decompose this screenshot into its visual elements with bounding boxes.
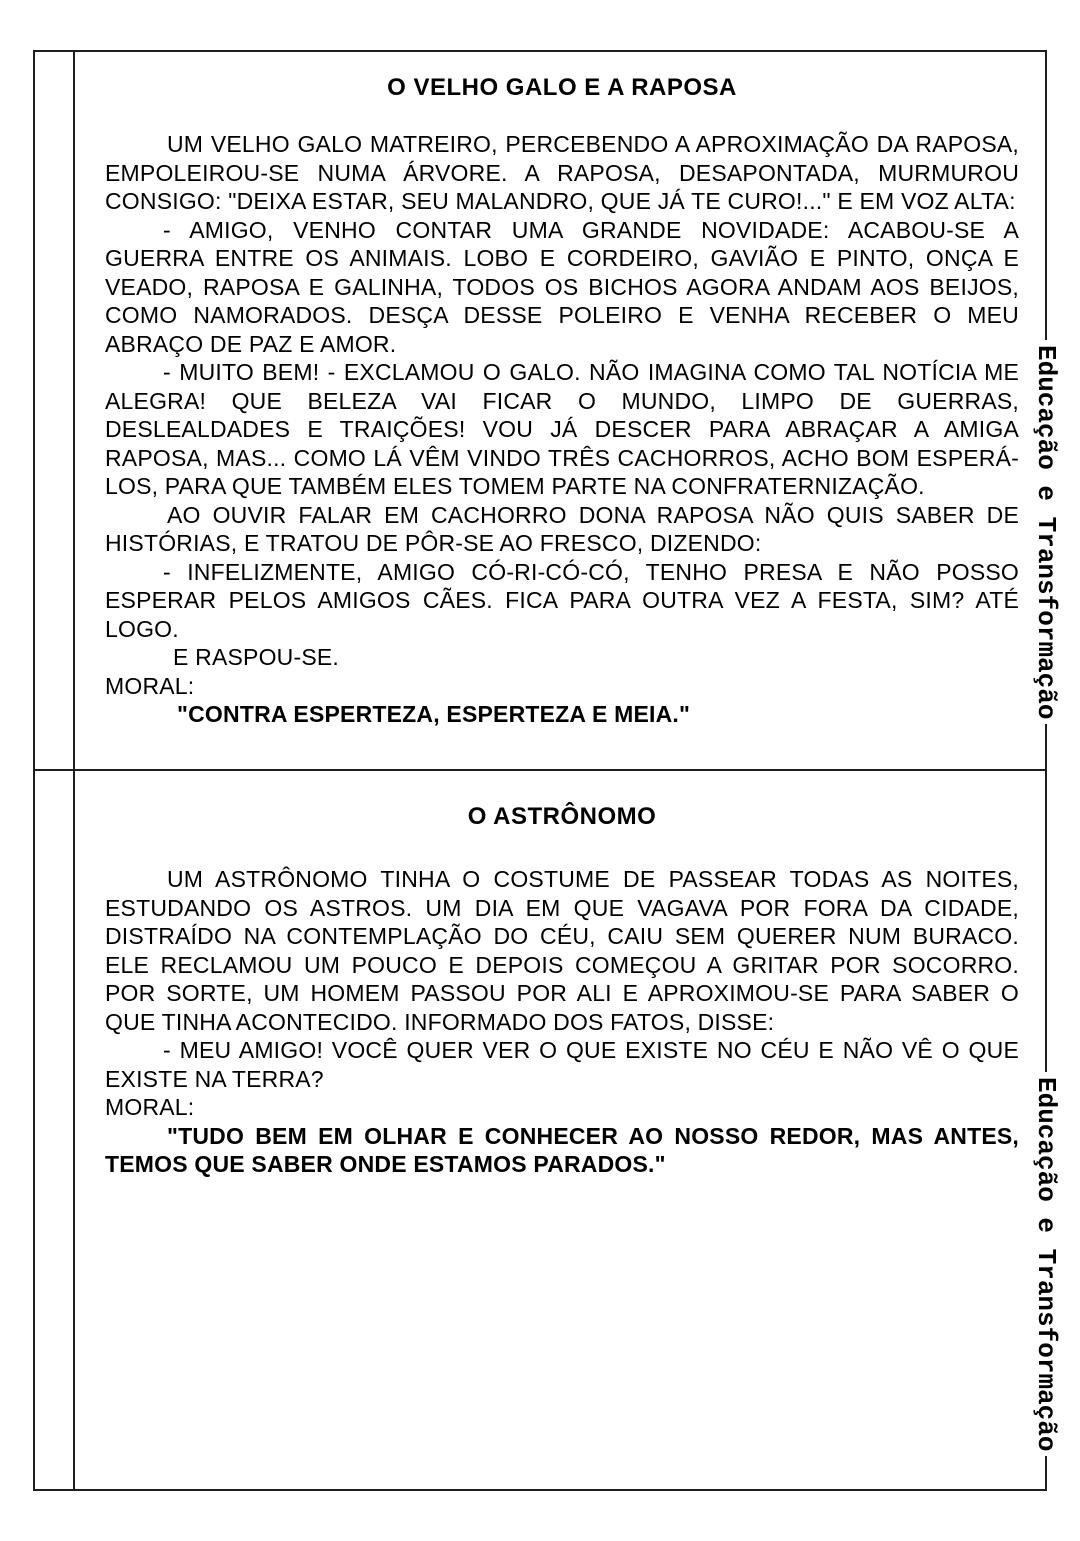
fable-1-paragraph: E RASPOU-SE. [173, 644, 339, 670]
fable-1-paragraph: - MUITO BEM! - EXCLAMOU O GALO. NÃO IMAGINA COMO TAL NOTÍCIA ME ALEGRA! QUE BELEZA VAI FICAR O MUNDO, LIMPO DE GUERRAS, DESLEALDADES E TRAIÇÕES! VOU JÁ DESCER PARA ABRAÇAR A AMIGA RAPOSA, MAS... COMO LÁ VÊM VINDO TRÊS CACHORROS, ACHO BOM ESPERÁ-LOS, PARA QUE TAMBÉM ELES TOMEM PARTE NA CONFRATERNIZAÇÃO. [105, 359, 1019, 499]
fable-2-moral-label: MORAL: [105, 1094, 195, 1120]
fable-2-paragraph: - MEU AMIGO! VOCÊ QUER VER O QUE EXISTE NO CÉU E NÃO VÊ O QUE EXISTE NA TERRA? [105, 1037, 1019, 1092]
fable-1-paragraph: - AMIGO, VENHO CONTAR UMA GRANDE NOVIDADE: ACABOU-SE A GUERRA ENTRE OS ANIMAIS. LOBO E CORDEIRO, GAVIÃO E PINTO, ONÇA E VEADO, RAPOSA E GALINHA, TODOS OS BICHOS AGORA ANDAM AOS BEIJOS, COMO NAMORADOS. DESÇA DESSE POLEIRO E VENHA RECEBER O MEU ABRAÇO DE PAZ E AMOR. [105, 216, 1019, 357]
fable-2-moral-text: "TUDO BEM EM OLHAR E CONHECER AO NOSSO REDOR, MAS ANTES, TEMOS QUE SABER ONDE ESTAMOS PARADOS." [105, 1122, 1019, 1177]
left-margin-strip-top [35, 52, 75, 771]
left-margin-strip-bottom [35, 771, 75, 1489]
fable-1-paragraph: AO OUVIR FALAR EM CACHORRO DONA RAPOSA NÃO QUIS SABER DE HISTÓRIAS, E TRATOU DE PÔR-SE AO FRESCO, DIZENDO: [105, 501, 1019, 556]
fables-table-frame [33, 50, 1047, 1491]
fable-1-title: O VELHO GALO E A RAPOSA [387, 74, 737, 101]
fable-2-paragraph: UM ASTRÔNOMO TINHA O COSTUME DE PASSEAR TODAS AS NOITES, ESTUDANDO OS ASTROS. UM DIA EM QUE VAGAVA POR FORA DA CIDADE, DISTRAÍDO NA CONTEMPLAÇÃO DO CÉU, CAIU SEM QUERER NUM BURACO. ELE RECLAMOU UM POUCO E DEPOIS COMEÇOU A GRITAR POR SOCORRO. POR SORTE, UM HOMEM PASSOU POR ALI E APROXIMOU-SE PARA SABER O QUE TINHA ACONTECIDO. INFORMADO DOS FATOS, DISSE: [105, 866, 1019, 1035]
fable-1-paragraph: UM VELHO GALO MATREIRO, PERCEBENDO A APROXIMAÇÃO DA RAPOSA, EMPOLEIROU-SE NUMA ÁRVORE. A RAPOSA, DESAPONTADA, MURMUROU CONSIGO: "DEIXA ESTAR, SEU MALANDRO, QUE JÁ TE CURO!..." E EM VOZ ALTA: [105, 131, 1019, 214]
side-margin-label-top: Educação e Transformação [1032, 340, 1060, 724]
fable-1-moral-label: MORAL: [105, 672, 195, 699]
fable-2-cell [75, 771, 1045, 1489]
fable-1-cell [75, 52, 1045, 771]
fable-2-title: O ASTRÔNOMO [467, 803, 657, 830]
fable-1-paragraph: - INFELIZMENTE, AMIGO CÓ-RI-CÓ-CÓ, TENHO PRESA E NÃO POSSO ESPERAR PELOS AMIGOS CÃES. FICA PARA OUTRA VEZ A FESTA, SIM? ATÉ LOGO. [105, 558, 1019, 642]
side-margin-label-bottom: Educação e Transformação [1032, 1072, 1060, 1456]
fable-1-moral-text: "CONTRA ESPERTEZA, ESPERTEZA E MEIA." [177, 701, 691, 727]
